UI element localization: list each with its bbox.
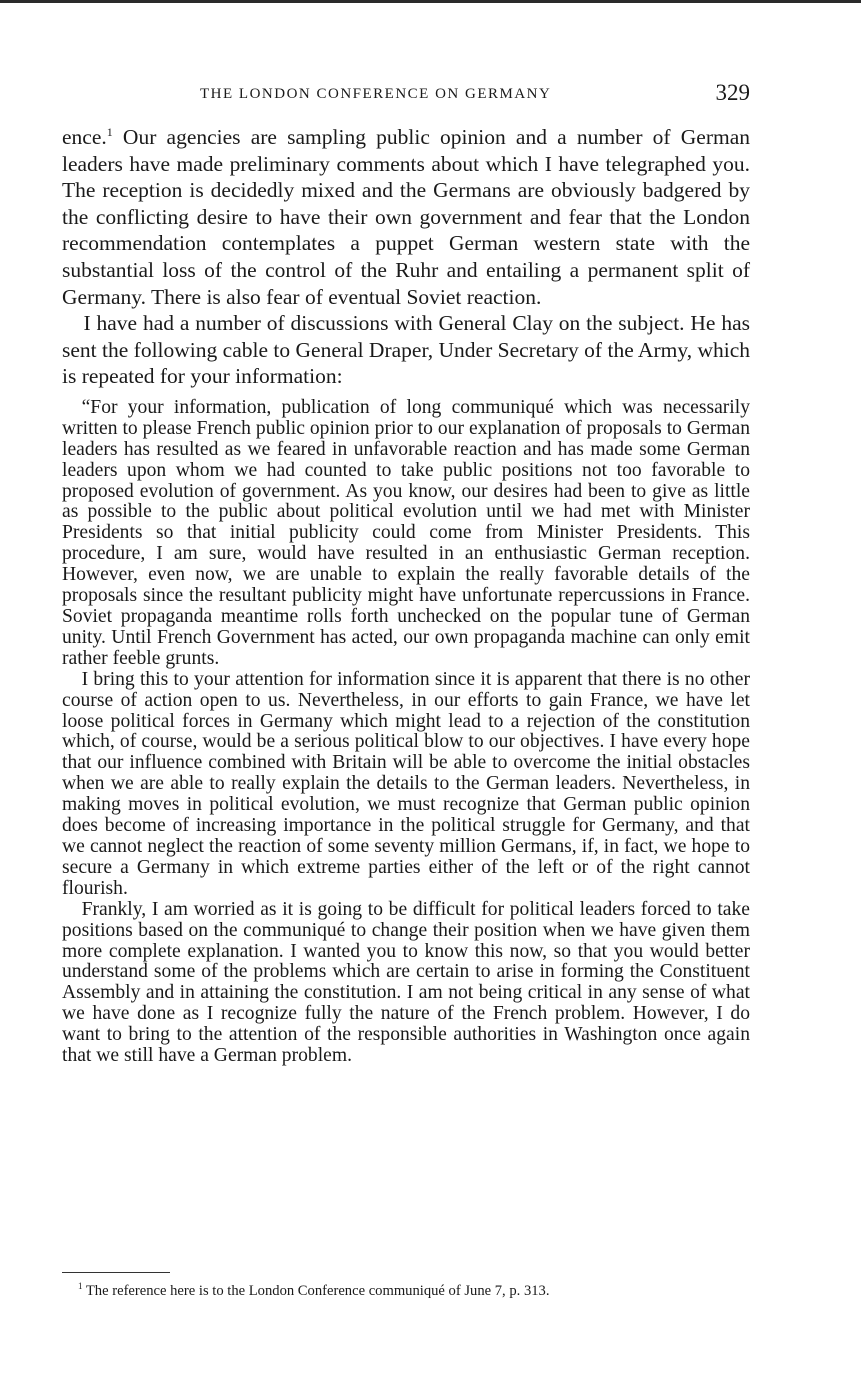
page-header [62,80,750,112]
paragraph-text: Our agencies are sampling public opinion and a number of German leaders have made preliminary comments about which I have telegraphed you. The reception is decidedly mixed and the Germans are obviously badgered by the conflicting desire to have their own government and fear that the London recommendation contemplates a puppet German western state with the substantial loss of the control of the Ruhr and entailing a permanent split of Germany. There is also fear of eventual Soviet reaction. [62,125,750,309]
quoted-cable [62,398,750,1067]
top-border-rule [0,0,861,3]
paragraph-intro-cable: I have had a number of discussions with General Clay on the subject. He has sent the following cable to General Draper, Under Secretary of the Army, which is repeated for your information: [62,311,750,389]
quoted-paragraph: Frankly, I am worried as it is going to be difficult for political leaders forced to take positions based on the communiqué to change their position when we have given them more complete explanation. I wanted you to know this now, so that you would better understand some of the problems which are certain to arise in forming the Constituent Assembly and in attaining the constitution. I am not being critical in any sense of what we have done as I recognize fully the nature of the French problem. However, I do want to bring to the attention of the responsible authorities in Washington once again that we still have a German problem. [62,898,750,1067]
footnote-mark: 1 [78,1281,83,1292]
footnote-divider [62,1272,170,1273]
footnote-reference: 1 [106,124,113,139]
page-number: 329 [715,80,750,105]
paragraph-lead-word: ence. [62,125,107,149]
footnote [78,1281,750,1301]
page-body [62,124,750,1067]
footnote-text: The reference here is to the London Conference communiqué of June 7, p. 313. [85,1283,550,1299]
quoted-paragraph: “For your information, publication of long communiqué which was necessarily written to please French public opinion prior to our explanation of proposals to German leaders has resulted as we feared in unfavorable reaction and has made some German leaders upon whom we had counted to take public positions not too favorable to proposed evolution of government. As you know, our desires had been to give as little as possible to the public about political evolution until we had met with Minister Presidents so that initial publicity could come from Minister Presidents. This procedure, I am sure, would have resulted in an enthusiastic German reception. However, even now, we are unable to explain the really favorable details of the proposals since the resultant publicity might have unfortunate repercussions in France. Soviet propaganda meantime rolls forth unchecked on the popular tune of German unity. Until French Government has acted, our own propaganda machine can only emit rather feeble grunts. [62,396,750,669]
paragraph-continuation [62,124,750,310]
quoted-paragraph: I bring this to your attention for information since it is apparent that there is no other course of action open to us. Nevertheless, in our efforts to gain France, we have let loose political forces in Germany which might lead to a rejection of the constitution which, of course, would be a serious political blow to our objectives. I have every hope that our influence combined with Britain will be able to overcome the initial obstacles when we are able to really explain the details to the German leaders. Nevertheless, in making moves in political evolution, we must recognize that German public opinion does become of increasing importance in the political struggle for Germany, and that we cannot neglect the reaction of some seventy million Germans, if, in fact, we hope to secure a Germany in which extreme parties either of the left or of the right cannot flourish. [62,668,750,899]
running-title: THE LONDON CONFERENCE ON GERMANY [200,86,552,102]
